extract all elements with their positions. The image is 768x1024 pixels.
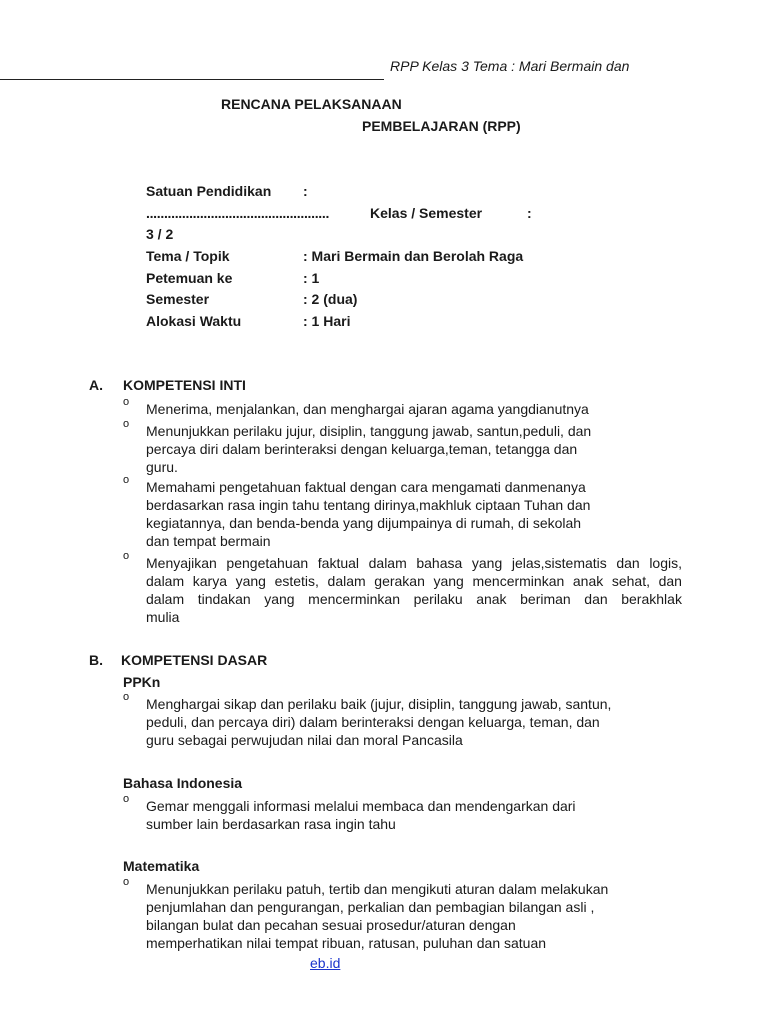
bullet-icon: o: [123, 876, 130, 888]
bullet-icon: o: [123, 793, 130, 805]
list-item-line: dalam tindakan yang mencerminkan perilaku anak beriman dan berakhlak: [146, 591, 682, 607]
list-item-line: Menunjukkan perilaku jujur, disiplin, tanggung jawab, santun,peduli, dan: [146, 423, 592, 439]
subject-heading-ppkn: PPKn: [123, 674, 161, 690]
satuan-colon: :: [303, 183, 308, 199]
alokasi-value: : 1 Hari: [303, 313, 351, 329]
kelas-label: Kelas / Semester: [370, 205, 483, 221]
list-item: [146, 797, 576, 833]
satuan-dots: ...................................................: [146, 205, 330, 221]
pertemuan-label: Petemuan ke: [146, 270, 233, 286]
subject-heading-matematika: Matematika: [123, 858, 200, 874]
header-rule: [0, 79, 384, 80]
list-item-line: dan tempat bermain: [146, 533, 271, 549]
list-item-line: memperhatikan nilai tempat ribuan, ratusan, puluhan dan satuan: [146, 935, 547, 951]
document-title-line1: RENCANA PELAKSANAAN: [221, 96, 402, 112]
list-item: [146, 695, 611, 749]
tema-label: Tema / Topik: [146, 248, 230, 264]
list-item: [146, 400, 589, 418]
section-b-title: KOMPETENSI DASAR: [121, 652, 268, 668]
list-item-line: guru.: [146, 459, 178, 475]
bullet-icon: o: [123, 691, 130, 703]
list-item-line: bilangan bulat dan pecahan sesuai prosedur/aturan dengan: [146, 917, 516, 933]
list-item-line: Menunjukkan perilaku patuh, tertib dan mengikuti aturan dalam melakukan: [146, 881, 609, 897]
list-item-line: Memahami pengetahuan faktual dengan cara mengamati danmenanya: [146, 479, 586, 495]
pertemuan-value: : 1: [303, 270, 320, 286]
list-item-line: dalam karya yang estetis, dalam gerakan yang mencerminkan anak sehat, dan: [146, 573, 682, 589]
section-b-letter: B.: [89, 652, 103, 668]
bullet-icon: o: [123, 418, 130, 430]
bullet-icon: o: [123, 396, 130, 408]
list-item: [146, 554, 682, 626]
list-item-line: sumber lain berdasarkan rasa ingin tahu: [146, 816, 396, 832]
list-item-line: berdasarkan rasa ingin tahu tentang dirinya,makhluk ciptaan Tuhan dan: [146, 497, 591, 513]
document-title-line2: PEMBELAJARAN (RPP): [362, 118, 521, 134]
footer-link[interactable]: eb.id: [310, 955, 341, 971]
list-item-line: Menghargai sikap dan perilaku baik (jujur, disiplin, tanggung jawab, santun,: [146, 696, 612, 712]
alokasi-label: Alokasi Waktu: [146, 313, 242, 329]
semester-value: : 2 (dua): [303, 291, 358, 307]
bullet-icon: o: [123, 550, 130, 562]
section-a-title: KOMPETENSI INTI: [123, 377, 246, 393]
list-item-line: guru sebagai perwujudan nilai dan moral Pancasila: [146, 732, 463, 748]
kelas-value: 3 / 2: [146, 226, 174, 242]
list-item-line: Gemar menggali informasi melalui membaca dan mendengarkan dari: [146, 798, 576, 814]
satuan-label: Satuan Pendidikan: [146, 183, 272, 199]
tema-value: : Mari Bermain dan Berolah Raga: [303, 248, 524, 264]
semester-label: Semester: [146, 291, 210, 307]
list-item-line: peduli, dan percaya diri) dalam berinteraksi dengan keluarga, teman, dan: [146, 714, 600, 730]
bullet-icon: o: [123, 474, 130, 486]
list-item-line: percaya diri dalam berinteraksi dengan keluarga,teman, tetangga dan: [146, 441, 578, 457]
list-item-line: Menyajikan pengetahuan faktual dalam bahasa yang jelas,sistematis dan logis,: [146, 555, 682, 571]
list-item: [146, 422, 591, 476]
subject-heading-bahasa: Bahasa Indonesia: [123, 775, 243, 791]
list-item-line: mulia: [146, 609, 180, 625]
list-item: [146, 880, 608, 952]
list-item-line: penjumlahan dan pengurangan, perkalian dan pembagian bilangan asli ,: [146, 899, 595, 915]
list-item-line: kegiatannya, dan benda-benda yang dijumpainya di rumah, di sekolah: [146, 515, 582, 531]
kelas-colon: :: [527, 205, 532, 221]
section-a-letter: A.: [89, 377, 103, 393]
page-header: RPP Kelas 3 Tema : Mari Bermain dan: [390, 58, 630, 74]
list-item-line: Menerima, menjalankan, dan menghargai ajaran agama yangdianutnya: [146, 401, 589, 417]
list-item: [146, 478, 590, 550]
